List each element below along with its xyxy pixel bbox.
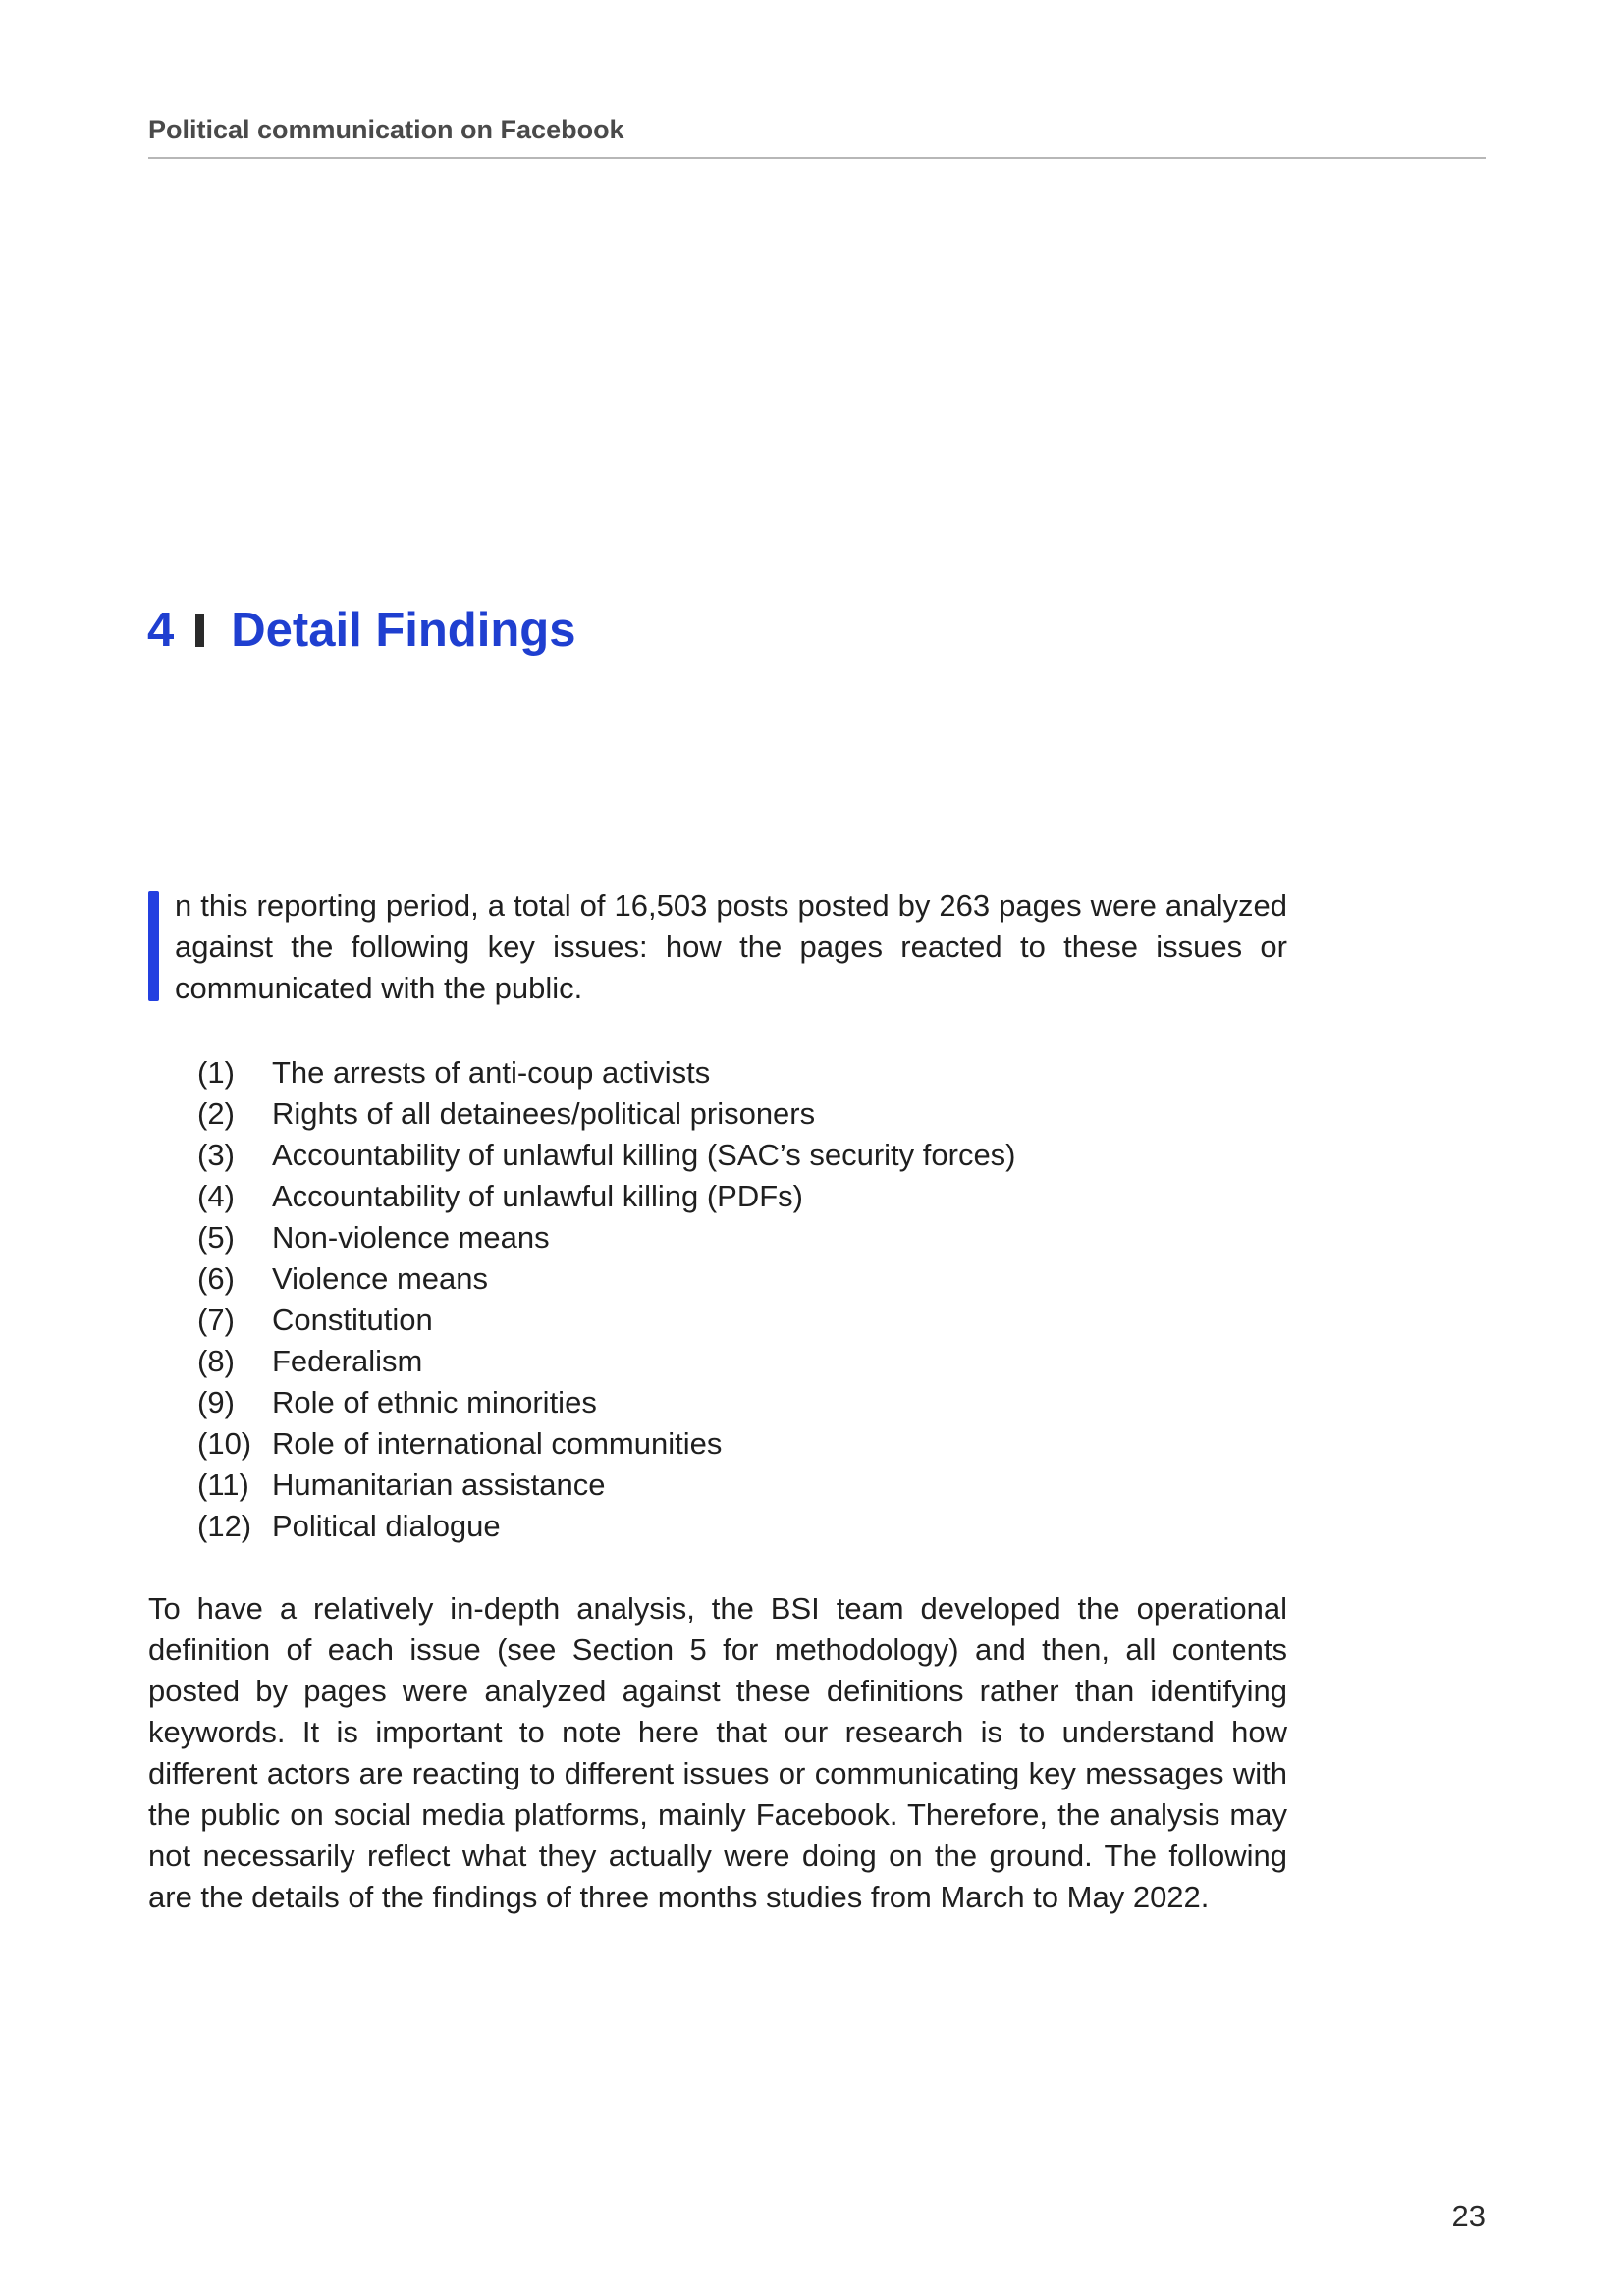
list-item-number: (10) xyxy=(197,1426,252,1461)
running-header-title: Political communication on Facebook xyxy=(148,115,624,144)
list-item-number: (7) xyxy=(197,1303,235,1337)
chapter-number: 4 xyxy=(147,604,175,657)
list-item-label: Violence means xyxy=(272,1261,489,1296)
list-item-label: Rights of all detainees/political prisoners xyxy=(272,1096,816,1131)
list-item xyxy=(197,1506,1179,1547)
list-item-number: (11) xyxy=(197,1468,249,1502)
body-paragraph: To have a relatively in-depth analysis, the BSI team developed the operational definition of each issue (see Section 5 for methodology) and then, all contents posted by pages were analyzed against these definitions rather than identifying keywords. It is important to note here that our research is to understand how different actors are reacting to different issues or communicating key messages with the public on social media platforms, mainly Facebook. Therefore, the analysis may not necessarily reflect what they actually were doing on the ground. The following are the details of the findings of three months studies from March to May 2022. xyxy=(148,1591,1287,1914)
list-item-number: (2) xyxy=(197,1096,235,1131)
chapter-separator-bar xyxy=(195,614,204,647)
list-item xyxy=(197,1176,1179,1217)
chapter-title: Detail Findings xyxy=(231,604,576,657)
list-item-label: Non-violence means xyxy=(272,1220,550,1255)
intro-paragraph: n this reporting period, a total of 16,503 posts posted by 263 pages were analyzed against the following key issues: how the pages reacted to these issues or communicated with the public. xyxy=(175,888,1287,1005)
list-item xyxy=(197,1135,1179,1176)
list-item-label: Accountability of unlawful killing (PDFs) xyxy=(272,1179,803,1213)
page-number: 23 xyxy=(1451,2199,1486,2233)
list-item xyxy=(197,1423,1179,1465)
list-item-number: (12) xyxy=(197,1509,252,1543)
list-item-label: Humanitarian assistance xyxy=(272,1468,606,1502)
list-item-number: (5) xyxy=(197,1220,235,1255)
list-item-label: Accountability of unlawful killing (SAC’s security forces) xyxy=(272,1138,1016,1172)
list-item xyxy=(197,1217,1179,1258)
list-item-number: (8) xyxy=(197,1344,235,1378)
chapter-heading xyxy=(147,601,575,660)
list-item-label: Political dialogue xyxy=(272,1509,501,1543)
list-item-label: The arrests of anti-coup activists xyxy=(272,1055,711,1090)
list-item-label: Role of international communities xyxy=(272,1426,723,1461)
list-item xyxy=(197,1465,1179,1506)
list-item-number: (1) xyxy=(197,1055,235,1090)
dropcap-i-bar xyxy=(148,891,159,1001)
list-item xyxy=(197,1052,1179,1094)
list-item xyxy=(197,1341,1179,1382)
running-header xyxy=(148,114,1486,159)
list-item-label: Role of ethnic minorities xyxy=(272,1385,597,1419)
list-item-number: (3) xyxy=(197,1138,235,1172)
list-item-label: Federalism xyxy=(272,1344,423,1378)
key-issues-list xyxy=(197,1052,1179,1547)
list-item-number: (4) xyxy=(197,1179,235,1213)
list-item xyxy=(197,1300,1179,1341)
intro-paragraph-block xyxy=(148,885,1287,1009)
list-item xyxy=(197,1094,1179,1135)
list-item-number: (6) xyxy=(197,1261,235,1296)
list-item-label: Constitution xyxy=(272,1303,433,1337)
list-item xyxy=(197,1258,1179,1300)
list-item-number: (9) xyxy=(197,1385,235,1419)
list-item xyxy=(197,1382,1179,1423)
